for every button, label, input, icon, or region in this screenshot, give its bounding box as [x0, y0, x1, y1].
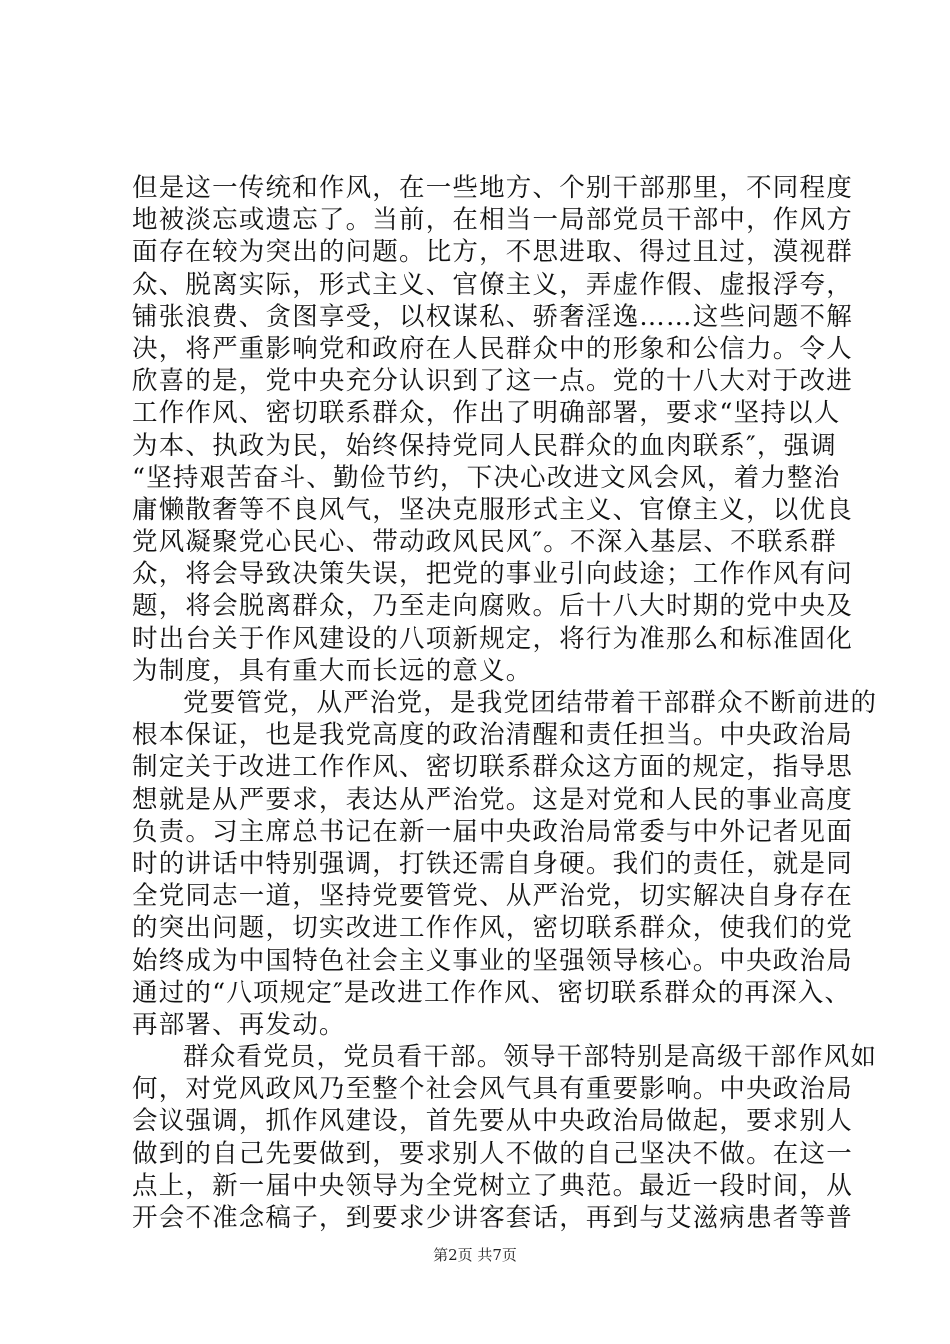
text-line: 铺张浪费、贪图享受，以权谋私、骄奢淫逸……这些问题不解	[132, 301, 853, 332]
text-line: 为制度，具有重大而长远的意义。	[132, 655, 533, 686]
text-line: 的突出问题，切实改进工作作风，密切联系群众，使我们的党	[132, 913, 853, 944]
text-line: 工作作风、密切联系群众，作出了明确部署，要求“坚持以人	[132, 398, 841, 429]
text-line: 决，将严重影响党和政府在人民群众中的形象和公信力。令人	[132, 333, 853, 364]
text-line: 党风凝聚党心民心、带动政风民风″。不深入基层、不联系群	[132, 527, 837, 558]
text-line: 时出台关于作风建设的八项新规定，将行为准那么和标准固化	[132, 623, 853, 654]
text-line: 欣喜的是，党中央充分认识到了这一点。党的十八大对于改进	[132, 366, 853, 397]
body-text	[132, 172, 878, 1234]
text-line: 面存在较为突出的问题。比方，不思进取、得过且过，漠视群	[132, 237, 853, 268]
text-line: 根本保证，也是我党高度的政治清醒和责任担当。中央政治局	[132, 720, 853, 751]
text-line: “坚持艰苦奋斗、勤俭节约，下决心改进文风会风，着力整治	[132, 462, 841, 493]
text-line: 但是这一传统和作风，在一些地方、个别干部那里，不同程度	[132, 173, 853, 203]
text-line: 题，将会脱离群众，乃至走向腐败。后十八大时期的党中央及	[132, 591, 853, 622]
text-line: 庸懒散奢等不良风气，坚决克服形式主义、官僚主义，以优良	[132, 494, 853, 525]
text-line: 众，将会导致决策失误，把党的事业引向歧途；工作作风有问	[132, 559, 853, 590]
text-line: 党要管党，从严治党，是我党团结带着干部群众不断前进的	[183, 688, 878, 718]
text-line: 时的讲话中特别强调，打铁还需自身硬。我们的责任，就是同	[132, 848, 853, 879]
text-line: 再部署、再发动。	[132, 1009, 346, 1040]
text-line: 负责。习主席总书记在新一届中央政治局常委与中外记者见面	[132, 816, 853, 847]
text-line: 通过的“八项规定″是改进工作作风、密切联系群众的再深入、	[132, 977, 852, 1008]
text-line: 众、脱离实际，形式主义、官僚主义，弄虚作假、虚报浮夸，	[132, 269, 853, 300]
page-footer: 第2页 共7页	[433, 1246, 517, 1264]
text-line: 地被淡忘或遗忘了。当前，在相当一局部党员干部中，作风方	[132, 205, 853, 236]
text-line: 制定关于改进工作作风、密切联系群众这方面的规定，指导思	[132, 752, 853, 783]
text-line: 始终成为中国特色社会主义事业的坚强领导核心。中央政治局	[132, 945, 853, 976]
text-line: 群众看党员，党员看干部。领导干部特别是高级干部作风如	[183, 1042, 878, 1073]
text-line: 点上，新一届中央领导为全党树立了典范。最近一段时间，从	[132, 1170, 853, 1201]
text-line: 全党同志一道，坚持党要管党、从严治党，切实解决自身存在	[132, 881, 853, 912]
text-line: 何，对党风政风乃至整个社会风气具有重要影响。中央政治局	[132, 1074, 853, 1105]
text-line: 为本、执政为民，始终保持党同人民群众的血肉联系″，强调	[132, 430, 837, 461]
text-line: 想就是从严要求，表达从严治党。这是对党和人民的事业高度	[132, 784, 853, 815]
text-line: 开会不准念稿子，到要求少讲客套话，再到与艾滋病患者等普	[132, 1203, 853, 1233]
text-line: 会议强调，抓作风建设，首先要从中央政治局做起，要求别人	[132, 1106, 853, 1137]
text-line: 做到的自己先要做到，要求别人不做的自己坚决不做。在这一	[132, 1138, 853, 1169]
